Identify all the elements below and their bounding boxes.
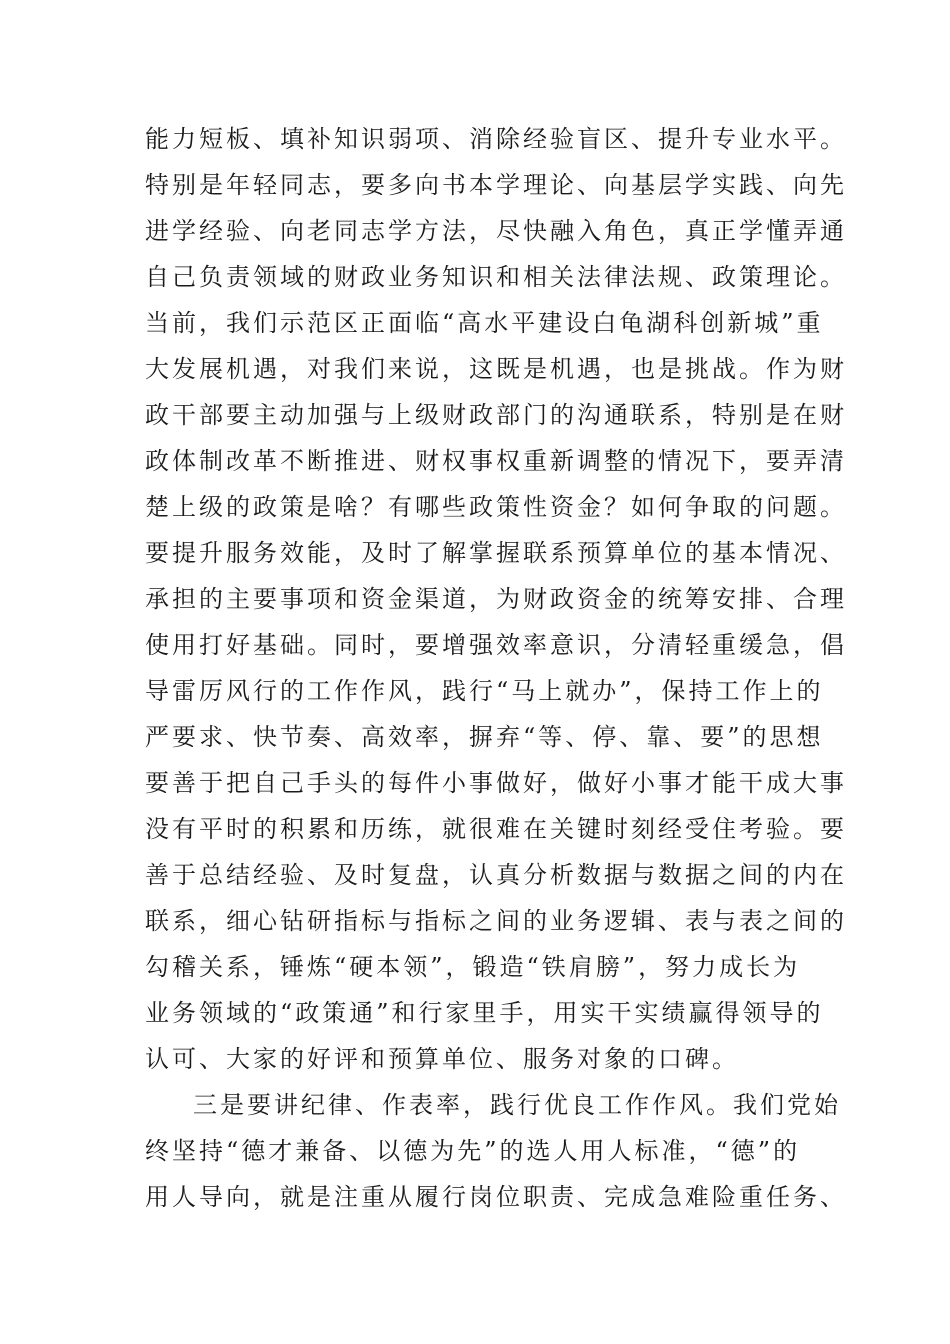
text-line: 要善于把自己手头的每件小事做好，做好小事才能干成大事 [145,769,847,797]
text-line: 大发展机遇，对我们来说，这既是机遇，也是挑战。作为财 [145,355,847,383]
text-line: 联系，细心钻研指标与指标之间的业务逻辑、表与表之间的 [145,907,847,935]
text-line: 业务领域的“政策通”和行家里手，用实干实绩赢得领导的 [145,999,824,1027]
text-line: 进学经验、向老同志学方法，尽快融入角色，真正学懂弄通 [145,217,847,245]
text-line: 特别是年轻同志，要多向书本学理论、向基层学实践、向先 [145,171,847,199]
text-line: 承担的主要事项和资金渠道，为财政资金的统筹安排、合理 [145,585,847,613]
body-text [145,116,847,1220]
text-line: 终坚持“德才兼备、以德为先”的选人用人标准，“德”的 [145,1137,801,1165]
text-line: 当前，我们示范区正面临“高水平建设白龟湖科创新城”重 [145,309,824,337]
text-line: 认可、大家的好评和预算单位、服务对象的口碑。 [145,1045,739,1073]
text-line: 自己负责领域的财政业务知识和相关法律法规、政策理论。 [145,263,847,291]
text-line: 没有平时的积累和历练，就很难在关键时刻经受住考验。要 [145,815,847,843]
text-line: 政体制改革不断推进、财权事权重新调整的情况下，要弄清 [145,447,847,475]
text-line: 政干部要主动加强与上级财政部门的沟通联系，特别是在财 [145,401,847,429]
text-line: 严要求、快节奏、高效率，摒弃“等、停、靠、要”的思想 [145,723,824,751]
text-line: 善于总结经验、及时复盘，认真分析数据与数据之间的内在 [145,861,847,889]
text-line: 楚上级的政策是啥？有哪些政策性资金？如何争取的问题。 [145,493,847,521]
text-line: 用人导向，就是注重从履行岗位职责、完成急难险重任务、 [145,1183,847,1211]
text-line: 能力短板、填补知识弱项、消除经验盲区、提升专业水平。 [145,125,847,153]
text-line: 要提升服务效能，及时了解掌握联系预算单位的基本情况、 [145,539,847,567]
text-line: 导雷厉风行的工作作风，践行“马上就办”，保持工作上的 [145,677,824,705]
text-line: 使用打好基础。同时，要增强效率意识，分清轻重缓急，倡 [145,631,847,659]
text-line: 三是要讲纪律、作表率，践行优良工作作风。我们党始 [193,1091,841,1119]
text-line: 勾稽关系，锤炼“硬本领”，锻造“铁肩膀”，努力成长为 [145,953,801,981]
